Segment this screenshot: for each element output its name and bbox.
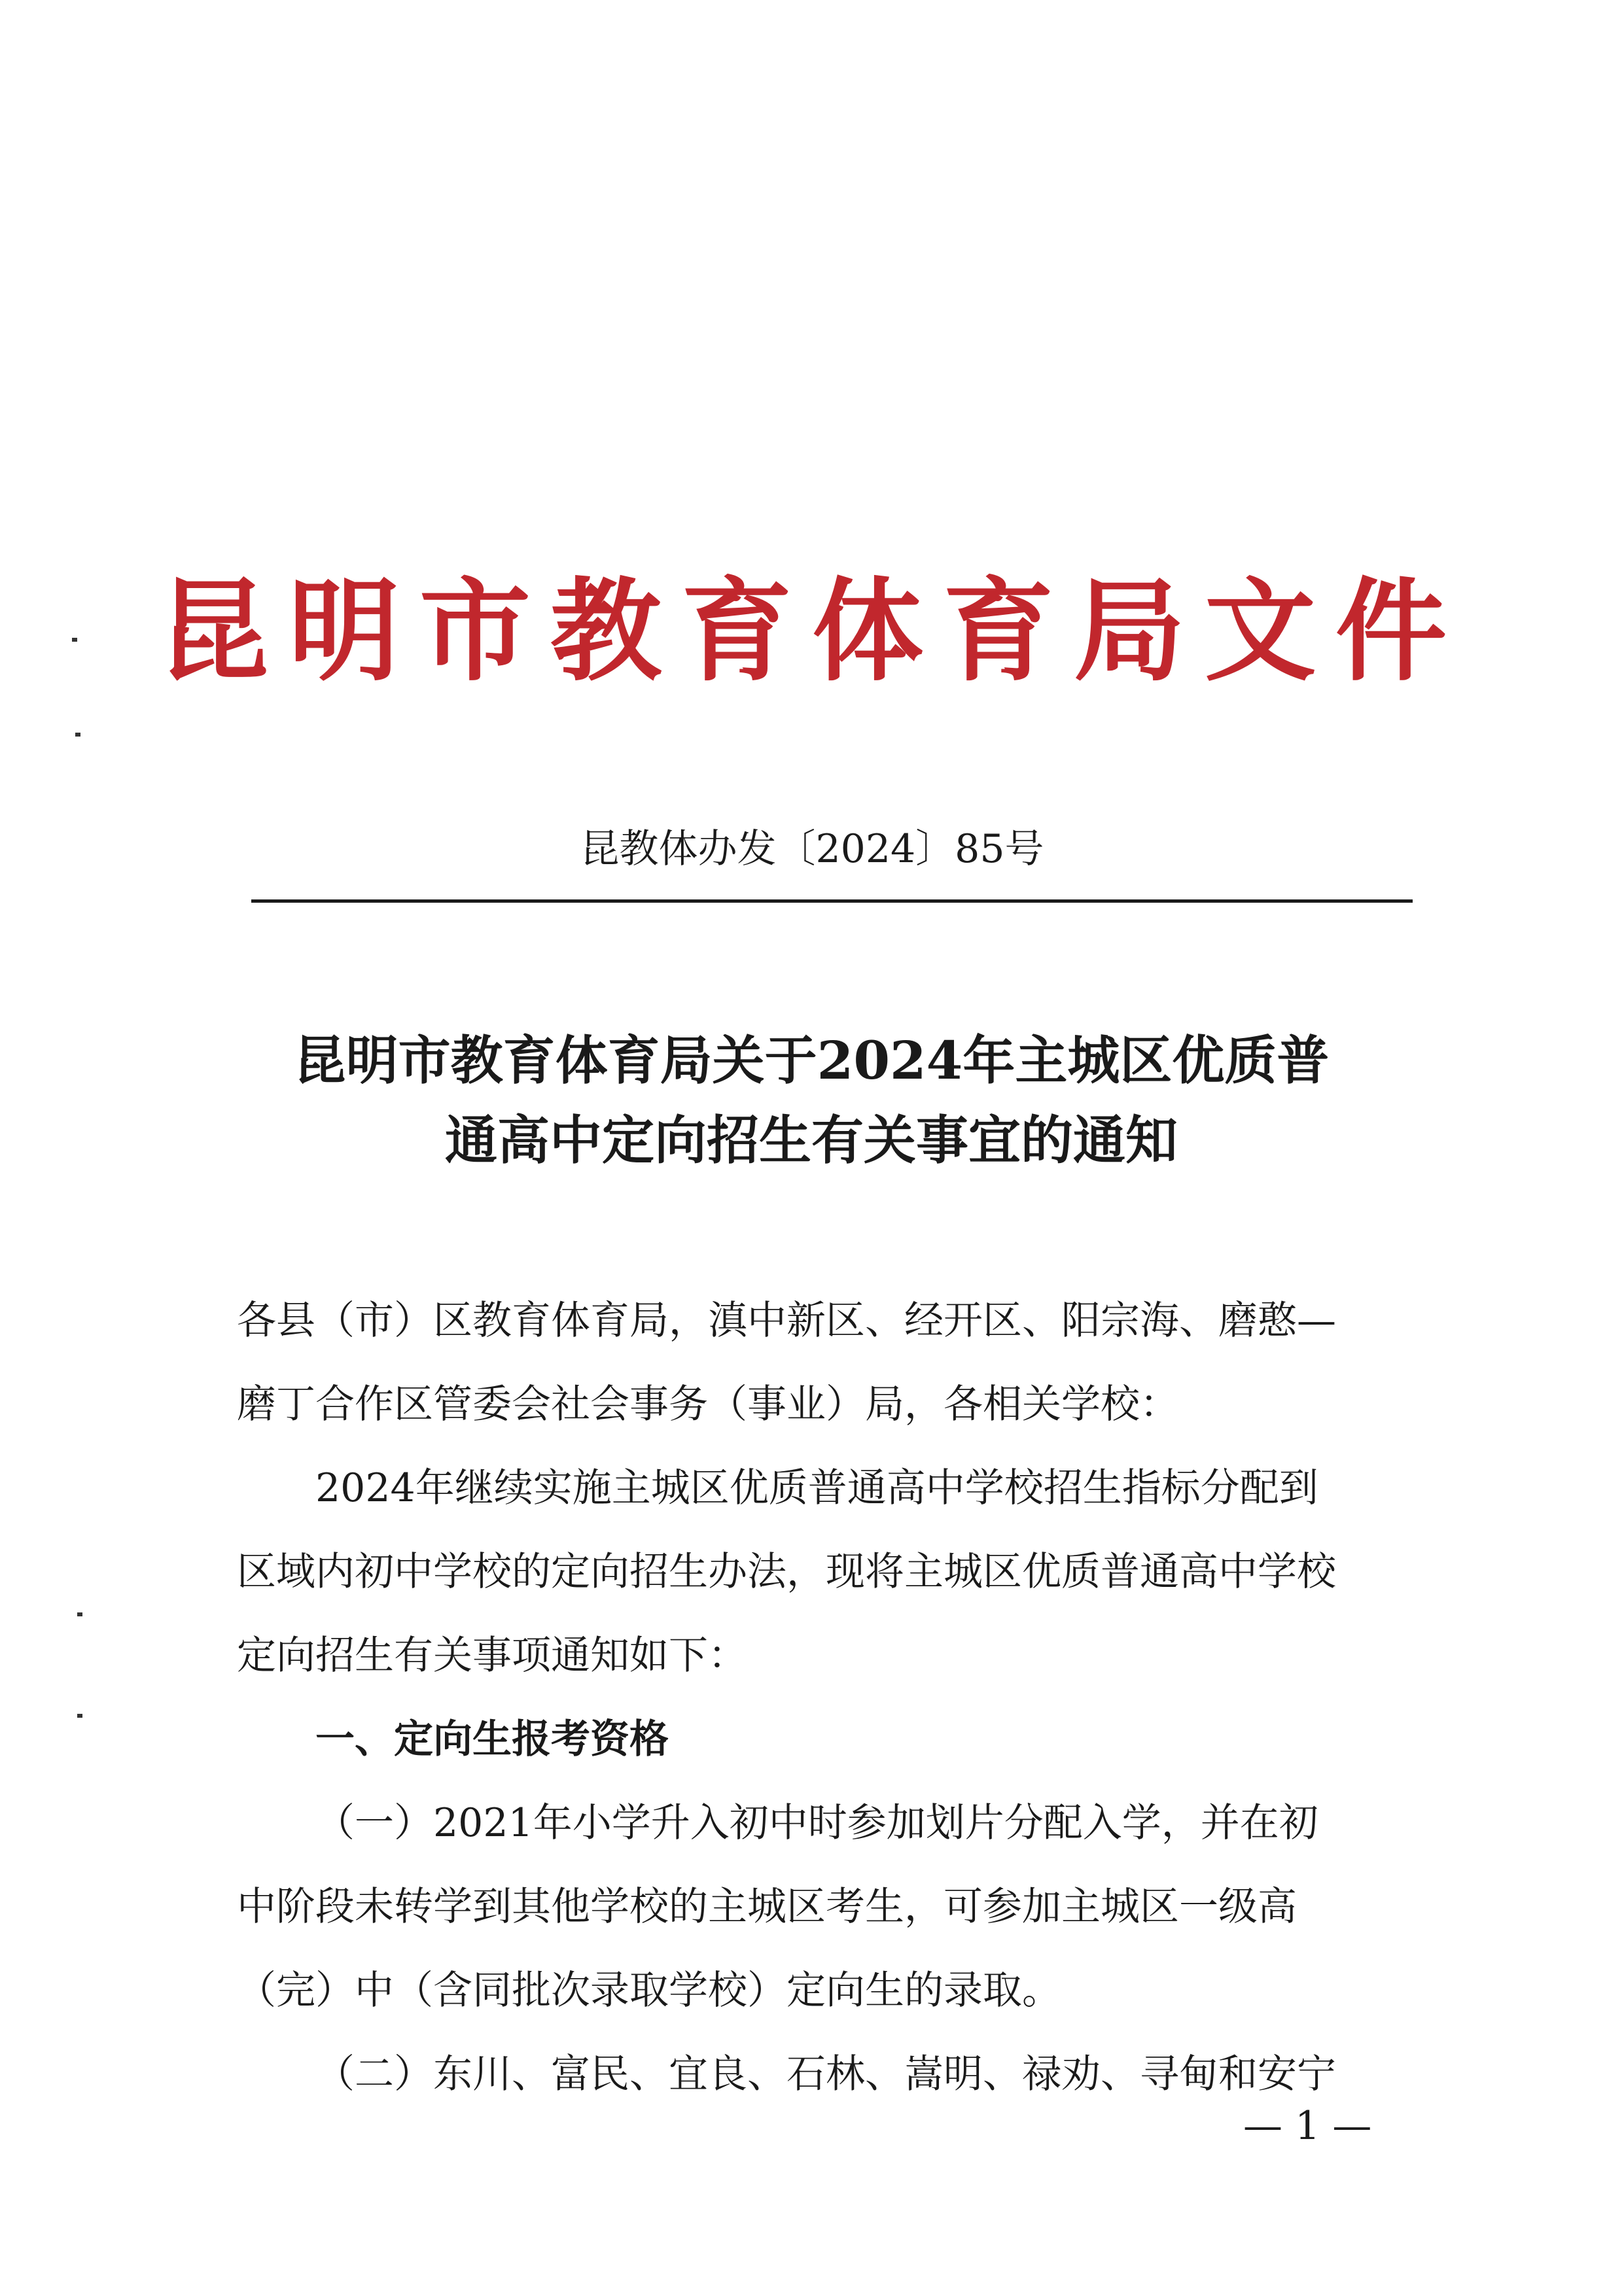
intro-paragraph-line-3: 定向招生有关事项通知如下： [237,1633,747,1679]
header-divider-line [251,899,1413,903]
notice-title-line-2: 通高中定向招生有关事宜的通知 [445,1109,1178,1171]
addressee-line-1: 各县（市）区教育体育局，滇中新区、经开区、阳宗海、磨憨— [237,1298,1336,1344]
intro-paragraph-line-2: 区域内初中学校的定向招生办法，现将主城区优质普通高中学校 [237,1549,1336,1595]
item-2-line-1: （二）东川、富民、宜良、石林、嵩明、禄劝、寻甸和安宁 [315,2051,1336,2097]
issuing-authority-title: 昆明市教育体育局文件 [157,566,1466,697]
intro-paragraph-line-1: 2024年继续实施主城区优质普通高中学校招生指标分配到 [315,1465,1318,1511]
addressee-line-2: 磨丁合作区管委会社会事务（事业）局，各相关学校： [237,1382,1179,1427]
item-1-line-3: （完）中（含同批次录取学校）定向生的录取。 [237,1968,1061,2013]
scan-dot-mark [72,638,77,642]
scan-dot-mark [75,733,80,737]
page-number: — 1 — [1243,2103,1372,2149]
document-number: 昆教体办发〔2024〕85号 [580,826,1044,872]
notice-body [237,1279,1408,2116]
notice-title-line-1: 昆明市教育体育局关于2024年主城区优质普 [293,1030,1330,1091]
item-1-line-2: 中阶段未转学到其他学校的主城区考生，可参加主城区一级高 [237,1884,1297,1930]
notice-title [196,1020,1426,1180]
scan-dot-mark [77,1612,82,1616]
scan-dot-mark [77,1714,82,1718]
item-1-line-1: （一）2021年小学升入初中时参加划片分配入学，并在初 [315,1800,1318,1846]
section-heading: 一、定向生报考资格 [315,1716,669,1762]
